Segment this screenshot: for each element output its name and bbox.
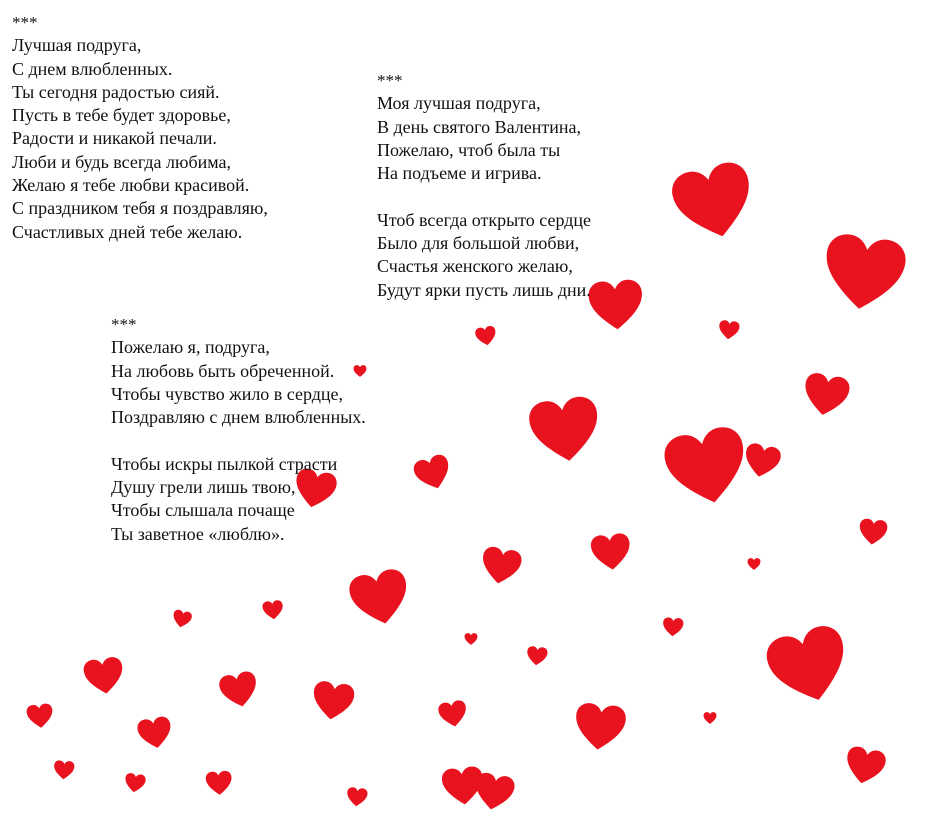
poem-3-line: Поздравляю с днем влюбленных. — [111, 407, 366, 428]
heart-icon — [668, 158, 760, 245]
heart-icon — [218, 670, 261, 711]
poem-2-line: Моя лучшая подруга, — [377, 93, 541, 114]
poem-1-line: Люби и будь всегда любима, — [12, 151, 231, 172]
heart-icon — [82, 656, 125, 696]
heart-icon — [801, 371, 851, 418]
stanza-gap — [111, 429, 366, 452]
heart-icon — [346, 787, 368, 807]
poem-3-line: Пожелаю я, подруга, — [111, 337, 270, 358]
poem-2-line: Чтоб всегда открыто сердце — [377, 209, 592, 230]
heart-icon — [136, 715, 174, 751]
poem-3-separator: *** — [111, 315, 137, 334]
heart-icon — [171, 609, 192, 629]
heart-icon — [437, 699, 469, 729]
heart-icon — [474, 325, 497, 347]
poem-3-line: Чтобы слышала почаще — [111, 500, 295, 521]
heart-icon — [820, 232, 908, 315]
heart-icon — [527, 394, 603, 465]
poem-1-line: С праздником тебя я поздравляю, — [12, 198, 268, 219]
heart-icon — [26, 703, 54, 729]
heart-icon — [858, 518, 888, 546]
poem-2-line: Будут ярки пусть лишь дни. — [377, 279, 591, 300]
stanza-gap — [377, 185, 591, 208]
poem-2-line: Пожелаю, чтоб была ты — [377, 139, 561, 160]
heart-icon — [465, 633, 478, 645]
poem-2-line: Было для большой любви, — [377, 233, 580, 254]
heart-icon — [124, 772, 147, 793]
poem-2-separator: *** — [377, 71, 403, 90]
poem-2 — [377, 69, 591, 302]
poem-3-line: Чтобы искры пылкой страсти — [111, 453, 338, 474]
poem-1-line: Ты сегодня радостью сияй. — [12, 81, 220, 102]
heart-icon — [842, 745, 887, 788]
poem-3-line: Душу грели лишь твою, — [111, 477, 296, 498]
poem-1-line: Желаю я тебе любви красивой. — [12, 175, 250, 196]
poem-2-line: Счастья женского желаю, — [377, 256, 573, 277]
poem-3-line: Чтобы чувство жило в сердце, — [111, 383, 344, 404]
heart-icon — [479, 545, 523, 586]
heart-icon — [573, 702, 627, 752]
heart-icon — [748, 558, 761, 570]
poem-1-line: Пусть в тебе будет здоровье, — [12, 105, 231, 126]
poem-1-line: Лучшая подруга, — [12, 35, 142, 56]
heart-icon — [718, 320, 740, 340]
poem-1-line: Радости и никакой печали. — [12, 128, 217, 149]
heart-icon — [526, 646, 548, 666]
heart-icon — [472, 771, 516, 812]
heart-icon — [704, 712, 717, 724]
heart-icon — [262, 600, 284, 620]
heart-icon — [310, 680, 355, 722]
heart-icon — [347, 567, 414, 630]
heart-icon — [411, 452, 454, 493]
poem-2-line: В день святого Валентина, — [377, 116, 581, 137]
heart-icon — [205, 770, 232, 795]
heart-icon — [590, 532, 632, 571]
heart-icon — [662, 617, 683, 637]
poem-3-line: На любовь быть обреченной. — [111, 360, 335, 381]
heart-icon — [53, 760, 74, 780]
poem-1 — [12, 11, 268, 244]
poem-2-line: На подъеме и игрива. — [377, 163, 542, 184]
poem-1-line: С днем влюбленных. — [12, 58, 173, 79]
heart-icon — [661, 423, 753, 510]
heart-icon — [742, 442, 783, 480]
heart-icon — [762, 621, 856, 710]
poem-1-line: Счастливых дней тебе желаю. — [12, 221, 243, 242]
heart-icon — [588, 279, 645, 331]
poem-3 — [111, 313, 366, 546]
poem-3-line: Ты заветное «люблю». — [111, 523, 285, 544]
poem-1-separator: *** — [12, 13, 38, 32]
